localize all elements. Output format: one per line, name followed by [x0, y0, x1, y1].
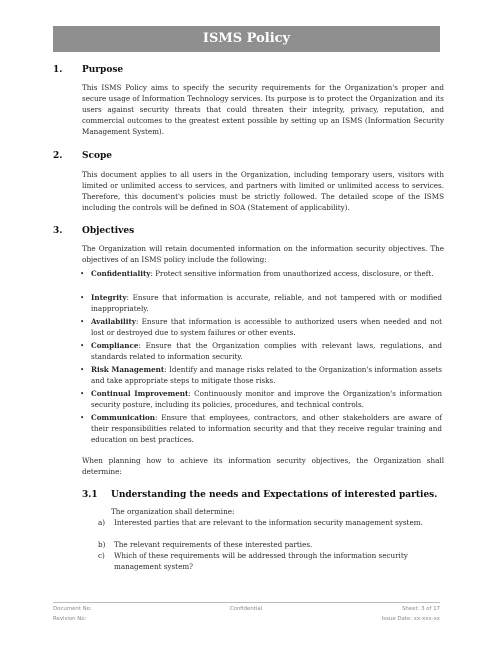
objective-text: : Ensure that employees, contractors, and other stakeholders are aware of their responsibilities related to information security and that they receive regular training and education on best practices.	[91, 413, 442, 444]
footer-divider	[53, 602, 440, 603]
list-item-text: Which of these requirements will be addressed through the information security management system?	[114, 551, 408, 571]
subsection-3-1-number: 3.1	[82, 490, 98, 500]
objective-term: Compliance	[91, 341, 139, 350]
objective-term: Confidentiality	[91, 269, 151, 278]
document-title: ISMS Policy	[53, 26, 440, 52]
footer-issue-date: Issue Date: xx-xxx-xx	[381, 616, 440, 622]
list-item-text: Interested parties that are relevant to the information security management system.	[114, 518, 423, 527]
section-3-closing: When planning how to achieve its information security objectives, the Organization shall determine:	[82, 456, 444, 476]
list-item-text: The relevant requirements of these interested parties.	[114, 540, 313, 549]
objective-bullet	[80, 388, 442, 410]
objective-text: : Continuously monitor and improve the Organization's information security posture, including its policies, procedures, and technical controls.	[91, 389, 442, 409]
footer-revision-no: Revision No:	[53, 616, 87, 622]
objective-term: Continual Improvement	[91, 389, 189, 398]
objective-bullet	[80, 364, 442, 386]
list-item	[98, 517, 444, 528]
section-2-text: This document applies to all users in the Organization, including temporary users, visitors with limited or unlimited access to services, and partners with limited or unlimited access to services. Therefore, this document's policies must be strictly followed. The detailed scope of the ISMS including the controls will be defined in SOA (Statement of applicability).	[82, 170, 444, 212]
bullet-dot-icon: •	[80, 389, 85, 398]
section-1-text: This ISMS Policy aims to specify the security requirements for the Organization's proper and secure usage of Information Technology services. Its purpose is to protect the Organization and its users against security threats that could threaten their integrity, privacy, reputation, and commercial outcomes to the greatest extent possible by setting up an ISMS (Information Security Management System).	[82, 83, 444, 136]
objective-bullet	[80, 316, 442, 338]
bullet-dot-icon: •	[80, 269, 85, 278]
bullet-dot-icon: •	[80, 341, 85, 350]
bullet-dot-icon: •	[80, 413, 85, 422]
objective-text: : Ensure that information is accurate, reliable, and not tampered with or modified inappropriately.	[91, 293, 442, 313]
objective-term: Integrity	[91, 293, 127, 302]
section-2-number: 2.	[53, 151, 63, 161]
objective-text: : Identify and manage risks related to the Organization's information assets and take appropriate steps to mitigate those risks.	[91, 365, 442, 385]
objective-bullet	[80, 340, 442, 362]
objective-text: : Ensure that the Organization complies with relevant laws, regulations, and standards related to information security.	[91, 341, 442, 361]
list-item	[98, 550, 444, 572]
subsection-3-1-intro: The organization shall determine:	[111, 507, 235, 516]
objective-term: Communication	[91, 413, 156, 422]
footer-sheet: Sheet: 3 of 17	[401, 606, 440, 612]
bullet-dot-icon: •	[80, 293, 85, 302]
objective-term: Risk Management	[91, 365, 165, 374]
section-1-number: 1.	[53, 65, 63, 75]
objective-text: : Protect sensitive information from unauthorized access, disclosure, or theft.	[150, 269, 434, 278]
objective-text: : Ensure that information is accessible to authorized users when needed and not lost or destroyed due to system failures or other events.	[91, 317, 442, 337]
section-3-number: 3.	[53, 226, 63, 236]
objective-bullet	[80, 292, 442, 314]
section-3-title: Objectives	[82, 226, 135, 236]
section-3-intro: The Organization will retain documented information on the information security objectives. The objectives of an ISMS policy include the following:	[82, 244, 444, 264]
footer-classification: Confidential	[229, 606, 263, 612]
footer-document-no: Document No:	[53, 606, 92, 612]
list-marker: b)	[98, 540, 106, 549]
subsection-3-1-title: Understanding the needs and Expectations of interested parties.	[111, 490, 438, 500]
objective-term: Availability	[91, 317, 136, 326]
list-marker: c)	[98, 551, 105, 560]
objective-bullet	[80, 412, 442, 445]
objective-bullet	[80, 268, 442, 279]
bullet-dot-icon: •	[80, 317, 85, 326]
section-2-title: Scope	[82, 151, 113, 161]
list-marker: a)	[98, 518, 106, 527]
section-1-title: Purpose	[82, 65, 124, 75]
list-item	[98, 539, 444, 550]
bullet-dot-icon: •	[80, 365, 85, 374]
